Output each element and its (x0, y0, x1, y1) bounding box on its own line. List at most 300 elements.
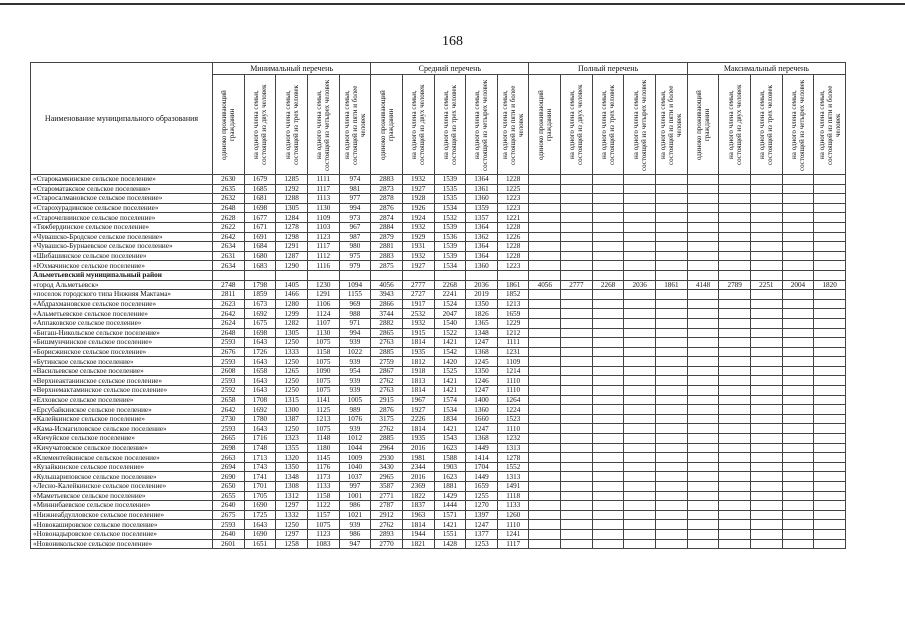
value-cell (529, 251, 561, 261)
value-cell: 1044 (339, 443, 371, 453)
value-cell (687, 462, 719, 472)
value-cell: 1214 (497, 366, 529, 376)
value-cell: 3175 (371, 414, 403, 424)
value-cell: 1881 (434, 482, 466, 492)
row-name-cell: «Верхнеактанинское сельское поселение» (31, 376, 213, 386)
value-cell (687, 443, 719, 453)
value-cell: 1449 (466, 472, 498, 482)
value-cell: 1130 (307, 328, 339, 338)
value-cell (592, 213, 624, 223)
value-cell (561, 184, 593, 194)
value-cell: 1449 (466, 443, 498, 453)
value-cell (751, 357, 783, 367)
value-cell (687, 434, 719, 444)
value-cell (687, 366, 719, 376)
value-cell: 1539 (434, 251, 466, 261)
value-cell (782, 414, 814, 424)
value-cell: 2881 (371, 242, 403, 252)
value-cell: 1643 (244, 357, 276, 367)
value-cell: 1522 (434, 328, 466, 338)
value-cell: 2698 (213, 443, 245, 453)
value-cell (814, 357, 846, 367)
table-row (31, 453, 846, 463)
page-number: 168 (442, 34, 463, 49)
row-name-cell: «Бигаш-Никольское сельское поселение» (31, 328, 213, 338)
value-cell (592, 395, 624, 405)
value-cell (719, 414, 751, 424)
value-cell (719, 520, 751, 530)
value-cell (751, 213, 783, 223)
value-cell (814, 366, 846, 376)
value-cell (751, 501, 783, 511)
value-cell: 2876 (371, 405, 403, 415)
value-cell: 2867 (371, 366, 403, 376)
value-cell: 1123 (307, 232, 339, 242)
value-cell (561, 414, 593, 424)
row-name-cell: «Шибашинское сельское поселение» (31, 251, 213, 261)
value-cell: 2663 (213, 453, 245, 463)
value-cell: 988 (339, 309, 371, 319)
value-cell (656, 482, 688, 492)
value-cell (592, 251, 624, 261)
value-cell (529, 414, 561, 424)
value-cell (624, 501, 656, 511)
value-cell: 1221 (497, 213, 529, 223)
value-cell: 994 (339, 328, 371, 338)
group-header-medium: Средний перечень (371, 63, 529, 75)
value-cell: 1250 (276, 376, 308, 386)
value-cell (624, 539, 656, 549)
value-cell: 1284 (276, 213, 308, 223)
value-cell (529, 366, 561, 376)
value-cell: 981 (339, 184, 371, 194)
value-cell: 1297 (276, 501, 308, 511)
value-cell (624, 529, 656, 539)
value-cell: 1253 (466, 539, 498, 549)
table-row (31, 424, 846, 434)
value-cell (592, 405, 624, 415)
value-cell (719, 184, 751, 194)
value-cell: 1291 (307, 290, 339, 300)
value-cell: 1543 (434, 434, 466, 444)
value-cell (719, 251, 751, 261)
table-row (31, 539, 846, 549)
value-cell: 1931 (402, 242, 434, 252)
value-cell (719, 222, 751, 232)
value-cell: 1111 (497, 338, 529, 348)
value-cell: 2866 (371, 299, 403, 309)
value-cell: 1704 (466, 462, 498, 472)
value-cell: 2631 (213, 251, 245, 261)
value-cell (561, 366, 593, 376)
value-cell (624, 270, 656, 280)
value-cell: 2036 (624, 280, 656, 290)
value-cell: 1291 (276, 242, 308, 252)
value-cell: 1673 (244, 299, 276, 309)
value-cell (656, 491, 688, 501)
value-cell: 1798 (244, 280, 276, 290)
value-cell: 1680 (244, 251, 276, 261)
value-cell: 2632 (213, 194, 245, 204)
value-cell (624, 242, 656, 252)
value-cell: 1935 (402, 347, 434, 357)
value-cell: 2762 (371, 424, 403, 434)
value-cell: 1539 (434, 242, 466, 252)
value-cell: 2016 (402, 472, 434, 482)
group-header-minimal: Минимальный перечень (213, 63, 371, 75)
value-cell (719, 357, 751, 367)
value-cell (687, 222, 719, 232)
subheader-label: на одного члена семьи, состоящей из трех человек (600, 84, 617, 165)
value-cell (751, 510, 783, 520)
value-cell: 1927 (402, 261, 434, 271)
value-cell: 986 (339, 501, 371, 511)
value-cell (592, 529, 624, 539)
value-cell (276, 270, 308, 280)
value-cell (592, 414, 624, 424)
value-cell: 1364 (466, 242, 498, 252)
value-cell (561, 357, 593, 367)
value-cell: 979 (339, 261, 371, 271)
value-cell: 977 (339, 194, 371, 204)
table-row (31, 290, 846, 300)
value-cell: 2268 (434, 280, 466, 290)
value-cell: 1658 (244, 366, 276, 376)
value-cell (656, 520, 688, 530)
value-cell: 1814 (402, 424, 434, 434)
subheader-g0-c4 (339, 75, 371, 175)
value-cell: 2771 (371, 491, 403, 501)
value-cell: 1247 (466, 338, 498, 348)
subheader-label: на одного члена семьи, состоящей из трех человек (441, 84, 458, 165)
value-cell (592, 270, 624, 280)
value-cell (624, 203, 656, 213)
subheader-label: на одного члена семьи, состоящей из двух человек (410, 84, 427, 165)
value-cell: 1698 (244, 203, 276, 213)
value-cell: 1741 (244, 472, 276, 482)
value-cell (751, 251, 783, 261)
table-row (31, 261, 846, 271)
value-cell: 1924 (402, 213, 434, 223)
value-cell: 1180 (307, 443, 339, 453)
value-cell (624, 482, 656, 492)
value-cell: 1075 (307, 386, 339, 396)
value-cell: 2623 (213, 299, 245, 309)
value-cell: 1551 (434, 529, 466, 539)
row-name-cell: «Кичуйское сельское поселение» (31, 434, 213, 444)
value-cell: 1158 (307, 347, 339, 357)
value-cell: 2675 (213, 510, 245, 520)
value-cell (719, 501, 751, 511)
value-cell: 3943 (371, 290, 403, 300)
value-cell (814, 222, 846, 232)
value-cell (244, 270, 276, 280)
table-row (31, 280, 846, 290)
value-cell: 1037 (339, 472, 371, 482)
value-cell: 1264 (497, 395, 529, 405)
value-cell: 1918 (402, 366, 434, 376)
value-cell (592, 299, 624, 309)
value-cell (719, 539, 751, 549)
value-cell (814, 175, 846, 185)
value-cell: 2875 (371, 261, 403, 271)
value-cell (687, 261, 719, 271)
value-cell: 1285 (276, 175, 308, 185)
value-cell: 1743 (244, 462, 276, 472)
value-cell (751, 309, 783, 319)
value-cell: 1926 (402, 203, 434, 213)
value-cell: 1929 (402, 232, 434, 242)
value-cell: 1535 (434, 194, 466, 204)
value-cell (687, 184, 719, 194)
value-cell: 1852 (497, 290, 529, 300)
value-cell (592, 184, 624, 194)
value-cell (624, 386, 656, 396)
value-cell (561, 405, 593, 415)
value-cell (529, 242, 561, 252)
value-cell (656, 290, 688, 300)
value-cell: 1387 (276, 414, 308, 424)
value-cell: 1278 (276, 222, 308, 232)
value-cell: 1726 (244, 347, 276, 357)
value-cell: 1348 (276, 472, 308, 482)
row-name-cell: «Лесно-Калейкинское сельское поселение» (31, 482, 213, 492)
value-cell: 954 (339, 366, 371, 376)
value-cell: 2879 (371, 232, 403, 242)
value-cell (592, 424, 624, 434)
subheader-g2-c3 (624, 75, 656, 175)
value-cell (782, 510, 814, 520)
value-cell (624, 309, 656, 319)
row-name-cell: «Аппаковское сельское поселение» (31, 318, 213, 328)
value-cell (624, 318, 656, 328)
value-cell: 2648 (213, 328, 245, 338)
value-cell (814, 270, 846, 280)
table-row (31, 386, 846, 396)
row-name-cell: «Юхмачинское сельское поселение» (31, 261, 213, 271)
value-cell (751, 472, 783, 482)
value-cell: 2763 (371, 338, 403, 348)
subheader-g2-c1 (561, 75, 593, 175)
value-cell: 1364 (466, 251, 498, 261)
value-cell (561, 203, 593, 213)
value-cell: 1826 (466, 309, 498, 319)
value-cell (529, 261, 561, 271)
row-name-cell: «Калейкинское сельское поселение» (31, 414, 213, 424)
value-cell: 1967 (402, 395, 434, 405)
value-cell: 1323 (276, 434, 308, 444)
value-cell (624, 434, 656, 444)
value-cell (624, 357, 656, 367)
value-cell: 1539 (434, 175, 466, 185)
subheader-label: на одного члена семьи, состоящей из четырех человек (315, 78, 332, 171)
value-cell: 1377 (466, 529, 498, 539)
value-cell: 1223 (497, 194, 529, 204)
value-cell (402, 270, 434, 280)
value-cell: 1397 (466, 510, 498, 520)
value-cell: 2622 (213, 222, 245, 232)
value-cell (687, 482, 719, 492)
value-cell (751, 184, 783, 194)
value-cell: 1571 (434, 510, 466, 520)
value-cell: 1076 (339, 414, 371, 424)
value-cell: 1141 (307, 395, 339, 405)
value-cell (656, 261, 688, 271)
value-cell (719, 405, 751, 415)
value-cell: 1213 (307, 414, 339, 424)
value-cell (814, 309, 846, 319)
value-cell: 939 (339, 520, 371, 530)
value-cell: 2770 (371, 539, 403, 549)
value-cell (782, 520, 814, 530)
value-cell (751, 520, 783, 530)
subheader-label: на одного члена семьи, состоящей из пяти и более человек (501, 84, 526, 165)
value-cell (687, 175, 719, 185)
value-cell: 1009 (339, 453, 371, 463)
value-cell (751, 424, 783, 434)
value-cell: 1282 (276, 318, 308, 328)
value-cell: 1357 (466, 213, 498, 223)
value-cell: 1698 (244, 328, 276, 338)
value-cell (751, 203, 783, 213)
value-cell: 1299 (276, 309, 308, 319)
value-cell (719, 453, 751, 463)
value-cell (782, 491, 814, 501)
value-cell (529, 328, 561, 338)
value-cell (656, 462, 688, 472)
value-cell: 997 (339, 482, 371, 492)
value-cell: 971 (339, 318, 371, 328)
value-cell: 1429 (434, 491, 466, 501)
value-cell: 1813 (402, 376, 434, 386)
value-cell: 2762 (371, 376, 403, 386)
value-cell: 2777 (561, 280, 593, 290)
value-cell: 1106 (307, 299, 339, 309)
value-cell: 1290 (276, 261, 308, 271)
value-cell (687, 338, 719, 348)
value-cell: 1298 (276, 232, 308, 242)
value-cell (592, 290, 624, 300)
value-cell (782, 386, 814, 396)
value-cell: 1748 (244, 443, 276, 453)
value-cell (782, 405, 814, 415)
value-cell: 973 (339, 213, 371, 223)
value-cell: 1421 (434, 376, 466, 386)
value-cell: 2965 (371, 472, 403, 482)
value-cell (751, 414, 783, 424)
value-cell: 2640 (213, 529, 245, 539)
value-cell (624, 491, 656, 501)
value-cell (656, 539, 688, 549)
value-cell: 2763 (371, 386, 403, 396)
value-cell: 2759 (371, 357, 403, 367)
value-cell (592, 318, 624, 328)
value-cell (719, 482, 751, 492)
value-cell: 2874 (371, 213, 403, 223)
value-cell (656, 501, 688, 511)
value-cell: 2634 (213, 242, 245, 252)
value-cell (719, 491, 751, 501)
value-cell: 1643 (244, 520, 276, 530)
value-cell (561, 261, 593, 271)
value-cell: 1230 (307, 280, 339, 290)
value-cell (656, 309, 688, 319)
row-name-cell: «Ерсубайкинское сельское поселение» (31, 405, 213, 415)
value-cell (592, 434, 624, 444)
value-cell: 1110 (497, 386, 529, 396)
value-cell: 1932 (402, 175, 434, 185)
value-cell (782, 290, 814, 300)
subheader-label: на одного члена семьи, состоящей из двух человек (568, 84, 585, 165)
value-cell (592, 194, 624, 204)
value-cell (782, 203, 814, 213)
value-cell: 1362 (466, 232, 498, 242)
value-cell (656, 175, 688, 185)
value-cell (814, 424, 846, 434)
subheader-g3-c0 (687, 75, 719, 175)
value-cell: 2650 (213, 482, 245, 492)
value-cell: 1821 (402, 539, 434, 549)
value-cell: 1725 (244, 510, 276, 520)
value-cell (529, 453, 561, 463)
value-cell: 1313 (497, 472, 529, 482)
value-cell: 1675 (244, 318, 276, 328)
value-cell: 1075 (307, 424, 339, 434)
value-cell (561, 424, 593, 434)
value-cell (751, 395, 783, 405)
value-cell (782, 472, 814, 482)
value-cell: 939 (339, 386, 371, 396)
table-row (31, 299, 846, 309)
value-cell (751, 539, 783, 549)
value-cell: 1250 (276, 357, 308, 367)
value-cell: 1332 (276, 510, 308, 520)
value-cell (814, 203, 846, 213)
table-row (31, 414, 846, 424)
value-cell (719, 366, 751, 376)
value-cell: 1540 (434, 318, 466, 328)
table-row (31, 175, 846, 185)
value-cell: 1421 (434, 520, 466, 530)
value-cell (561, 491, 593, 501)
value-cell (656, 299, 688, 309)
value-cell: 2016 (402, 443, 434, 453)
value-cell: 1111 (307, 175, 339, 185)
value-cell (434, 270, 466, 280)
value-cell (719, 510, 751, 520)
value-cell (561, 501, 593, 511)
table-row (31, 376, 846, 386)
value-cell (529, 472, 561, 482)
value-cell: 1963 (402, 510, 434, 520)
value-cell (719, 529, 751, 539)
value-cell: 1837 (402, 501, 434, 511)
value-cell: 1297 (276, 529, 308, 539)
value-cell: 1176 (307, 462, 339, 472)
value-cell: 1535 (434, 184, 466, 194)
value-cell: 939 (339, 424, 371, 434)
value-cell: 2878 (371, 194, 403, 204)
value-cell (687, 405, 719, 415)
subheader-label: на одного члена семьи, состоящей из четырех человек (473, 78, 490, 171)
row-name-cell: «Кульшариповское сельское поселение» (31, 472, 213, 482)
value-cell: 2593 (213, 338, 245, 348)
value-cell: 1444 (434, 501, 466, 511)
value-cell: 1226 (497, 232, 529, 242)
value-cell: 1643 (244, 424, 276, 434)
value-cell (561, 328, 593, 338)
row-name-cell: «Бутинское сельское поселение» (31, 357, 213, 367)
